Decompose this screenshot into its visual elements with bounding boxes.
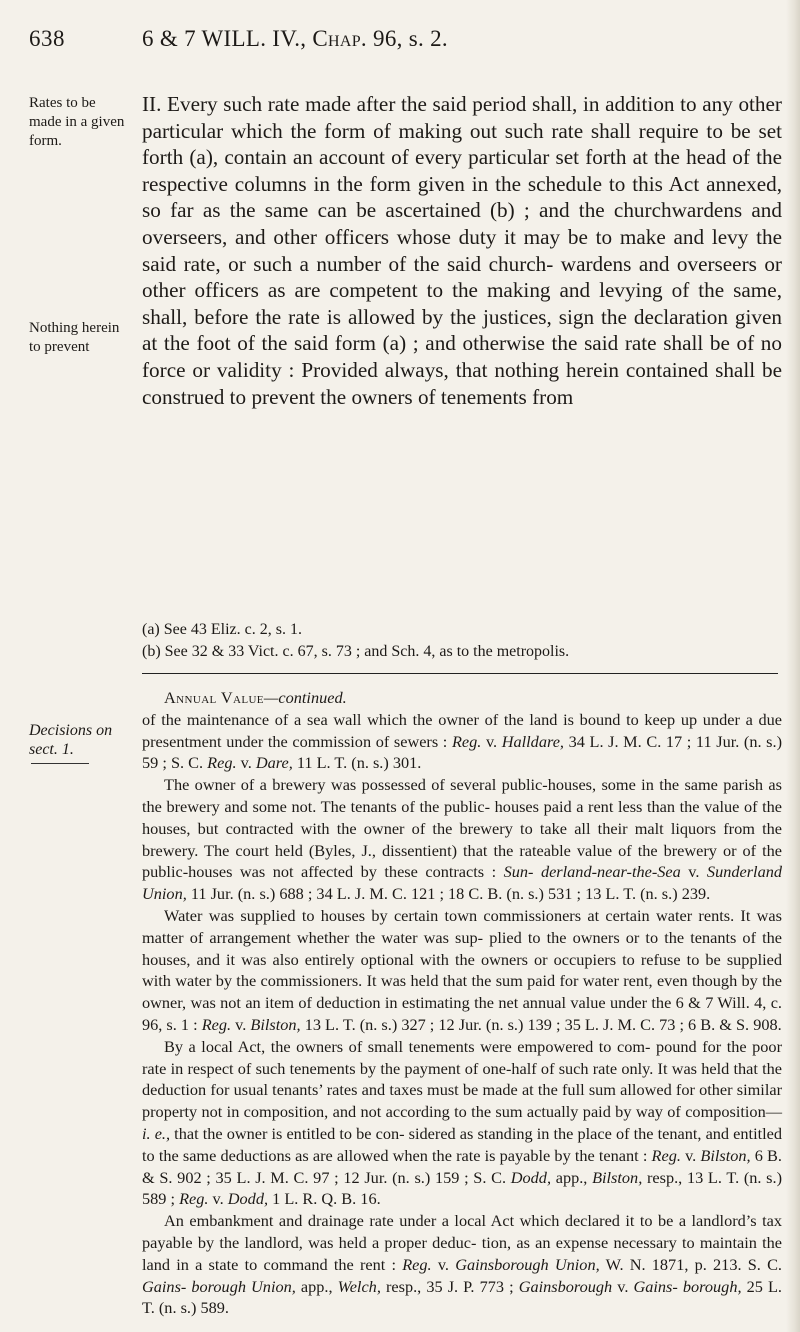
case-citation-italic: Dare,: [255, 753, 293, 773]
decision-paragraph: [142, 1036, 782, 1210]
running-title-prefix: 6 & 7 WILL. IV.,: [142, 26, 313, 51]
text-run: 34 L. J. M. C. 17 ; 11 Jur. (n. s.) 59 ; S. C.: [142, 731, 782, 773]
decisions-heading-label: Annual Value: [164, 688, 264, 707]
margin-note-rates: Rates to be made in a given form.: [29, 95, 125, 149]
decisions-heading: [142, 687, 782, 709]
case-citation-italic: Reg.: [651, 1145, 681, 1165]
section-divider-rule: [142, 673, 778, 674]
decision-paragraph: [142, 709, 782, 774]
case-citation-italic: Bilston,: [592, 1167, 643, 1187]
text-run: Water was supplied to houses by certain town commissioners at certain water rents. It was matter of arrangement whether the water was sup- plied to the owners or to the tenants of the houses, and it was also entirely optional with the owners or occupiers to refuse to be supplied with water by the commissioners. It was held that the sum paid for water rent, even though by the owner, was not an item of deduction in estimating the net annual value under the 6 & 7 Will. 4, c. 96, s. 1 :: [142, 905, 782, 1034]
text-run: v.: [612, 1276, 634, 1296]
case-citation-italic: Gains- borough Union,: [142, 1276, 296, 1296]
text-run: The owner of a brewery was possessed of several public-houses, some in the same parish as the brewery and some not. The tenants of the public- houses paid a rent less than the value of the houses, but contracted with the owner of the brewery to take all their malt liquors from the brewery. The court held (Byles, J., dissentient) that the rateable value of the brewery or of the public-houses was not affected by these contracts :: [142, 775, 782, 882]
page-edge-shadow: [786, 0, 800, 1332]
section-2-text: [142, 91, 782, 410]
text-run: that the owner is entitled to be con- sidered as standing in the place of the tenant, and entitled to the same deductions as are allowed when the rate is payable by the tenant :: [142, 1123, 783, 1165]
case-citation-italic: Gainsborough Union,: [455, 1254, 600, 1274]
text-run: An embankment and drainage rate under a local Act which declared it to be a landlord’s tax payable by the landlord, was held a proper deduc- tion, as an expense necessary to maintain the land in a state to command the rent :: [142, 1211, 782, 1274]
footnote-b: (b) See 32 & 33 Vict. c. 67, s. 73 ; and Sch. 4, as to the metropolis.: [142, 643, 570, 660]
case-citation-italic: Bilston,: [700, 1145, 751, 1165]
case-citation-italic: Reg.: [451, 731, 482, 751]
margin-note-rule: [31, 763, 89, 764]
text-run: app.,: [551, 1167, 593, 1187]
case-citation-italic: Dodd,: [227, 1189, 269, 1209]
text-run: v.: [208, 1189, 228, 1209]
text-run: By a local Act, the owners of small tenements were empowered to com- pound for the poor rate in respect of such tenements by the payment of one-half of such rate only. It was held that the deduction for usual tenants’ rates and taxes must be made at the full sum allowed for other similar property not in composition, and not according to the sum actually paid by way of composition—: [142, 1036, 782, 1122]
text-run: 11 L. T. (n. s.) 301.: [292, 753, 422, 773]
text-run: v.: [236, 753, 256, 773]
text-run: 11 Jur. (n. s.) 688 ; 34 L. J. M. C. 121 ; 18 C. B. (n. s.) 531 ; 13 L. T. (n. s.) 239.: [186, 884, 711, 904]
decision-paragraph: [142, 1210, 782, 1319]
case-citation-italic: Gains- borough,: [633, 1276, 742, 1296]
running-title-suffix: 96, s. 2.: [366, 26, 448, 51]
text-run: W. N. 1871, p. 213. S. C.: [599, 1254, 783, 1274]
case-citation-italic: Welch,: [337, 1276, 381, 1296]
text-run: app.,: [295, 1276, 338, 1296]
footnotes: [142, 619, 782, 663]
text-run: 13 L. T. (n. s.) 327 ; 12 Jur. (n. s.) 139 ; 35 L. J. M. C. 73 ; 6 B. & S. 908.: [300, 1014, 782, 1034]
text-run: 6 B. & S. 902 ; 35 L. J. M. C. 97 ; 12 Jur. (n. s.) 159 ; S. C.: [142, 1145, 782, 1187]
running-title-chap: Chap.: [312, 26, 367, 51]
page-header: [0, 26, 800, 66]
margin-note-decisions-label: Decisions on sect. 1.: [29, 722, 113, 758]
page-number: 638: [29, 26, 65, 51]
decision-paragraph: [142, 905, 782, 1036]
case-citation-italic: Bilston,: [250, 1014, 301, 1034]
margin-note-decisions: [29, 721, 129, 759]
case-citation-italic: Reg.: [402, 1254, 432, 1274]
margin-note-nothing-herein: Nothing herein to prevent: [29, 320, 120, 355]
case-citation-italic: Reg.: [179, 1189, 209, 1209]
footnote-a: (a) See 43 Eliz. c. 2, s. 1.: [142, 621, 302, 638]
case-citation-italic: Sun- derland-near-the-Sea: [503, 862, 681, 882]
case-citation-italic: Gainsborough: [518, 1276, 613, 1296]
text-run: of the maintenance of a sea wall which the owner of the land is bound to keep up under a due presentment under the commission of sewers :: [142, 709, 782, 751]
text-run: v.: [481, 731, 502, 751]
text-run: resp., 35 J. P. 773 ;: [380, 1276, 519, 1296]
decisions-block: [142, 687, 782, 1319]
text-run: 1 L. R. Q. B. 16.: [268, 1189, 381, 1209]
case-citation-italic: Sunderland Union,: [142, 862, 782, 904]
text-run: v.: [680, 862, 707, 882]
text-run: 25 L. T. (n. s.) 589.: [142, 1276, 782, 1318]
case-citation-italic: i. e.,: [142, 1123, 171, 1143]
case-citation-italic: Halldare,: [501, 731, 564, 751]
text-run: v.: [431, 1254, 456, 1274]
case-citation-italic: Reg.: [207, 753, 237, 773]
text-run: resp., 13 L. T. (n. s.) 589 ;: [142, 1167, 782, 1209]
text-run: v.: [231, 1014, 251, 1034]
decision-paragraph: [142, 774, 782, 905]
section-paragraph: II. Every such rate made after the said period shall, in addition to any other particular which the form of making out such rate shall require to be set forth (a), contain an account of every particular set forth at the head of the respective columns in the form given in the schedule to this Act annexed, so far as the same can be ascertained (b) ; and the churchwardens and overseers, and other officers whose duty it may be to make and levy the said rate, or such a number of the said church- wardens and overseers or other officers as are competent to the making and levying of the same, shall, before the rate is allowed by the justices, sign the declaration given at the foot of the said form (a) ; and otherwise the said rate shall be of no force or validity : Provided always, that nothing herein contained shall be construed to prevent the owners of tenements from: [142, 92, 782, 409]
case-citation-italic: Dodd,: [510, 1167, 552, 1187]
case-citation-italic: Reg.: [201, 1014, 232, 1034]
decisions-heading-suffix: —continued.: [263, 688, 347, 707]
running-title: [142, 26, 448, 52]
text-run: v.: [680, 1145, 701, 1165]
